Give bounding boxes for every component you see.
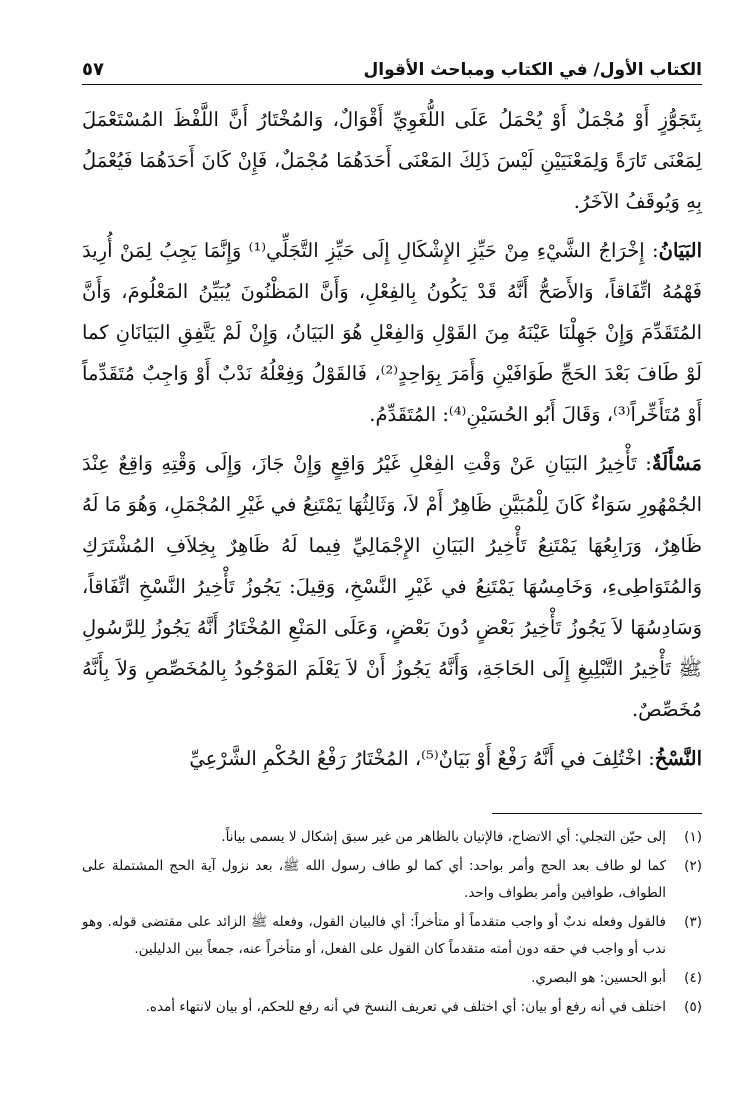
footnote-text: أبو الحسين: هو البصري. — [531, 970, 666, 986]
paragraph-naskh-text: : اخْتُلِفَ في أَنَّهُ رَفْعٌ أَوْ بَيَانٌ⁽⁵⁾، المُخْتَارُ رَفْعُ الحُكْمِ الشَّرْعِيِّ — [189, 747, 655, 770]
paragraph-bayan-text: : إِخْرَاجُ الشَّيْءِ مِنْ حَيِّزِ الإِشْكَالِ إِلَى حَيِّزِ التَّجَلِّي⁽¹⁾ وَإِنَّمَا يَجِبُ لِمَنْ أُرِيدَ فَهْمُهُ اتِّفَاقاً، وَالأَصَحُّ أَنَّهُ قَدْ يَكُونُ بِالفِعْلِ، وَأَنَّ المَظْنُونَ يُبَيِّنُ المَعْلُومَ، وَأَنَّ المُتَقَدِّمَ وَإِنْ جَهِلْنَا عَيْنَهُ مِنَ القَوْلِ وَالفِعْلِ هُوَ البَيَانُ، وَإِنْ لَمْ يَتَّفِقِ البَيَانَانِ كما لَوْ طَافَ بَعْدَ الحَجِّ طَوَافَيْنِ وَأَمَرَ بِوَاحِدٍ⁽²⁾، فَالقَوْلُ وَفِعْلُهُ نَدْبٌ أَوْ وَاجِبٌ مُتَقَدِّماً أَوْ مُتَأَخِّراً⁽³⁾، وَقَالَ أَبُو الحُسَيْنِ⁽⁴⁾: المُتَقَدِّمُ. — [82, 239, 702, 426]
term-bayan: البَيَانُ — [658, 239, 703, 262]
footnote-number: (٤) — [684, 970, 702, 986]
footnote-number: (٣) — [684, 914, 702, 930]
footnote-item — [82, 853, 702, 907]
paragraph-intro: بِتَجَوُّزٍ أَوْ مُجْمَلٌ أَوْ يُحْمَلُ عَلَى اللُّغَوِيِّ أَقْوَالٌ، وَالمُخْتَارُ أَنَّ اللَّفْظَ المُسْتَعْمَلَ لِمَعْنَى تَارَةً وَلِمَعْنَيَيْنِ لَيْسَ ذَلِكَ المَعْنَى أَحَدَهُمَا مُجْمَلٌ، فَإِنْ كَانَ أَحَدَهُمَا فَيُعْمَلُ بِهِ وَيُوقَفُ الآخَرُ. — [82, 108, 702, 213]
footnote-text: اختلف في أنه رفع أو بيان: أي اختلف في تعريف النسخ في أنه رفع للحكم، أو بيان لانتهاء أمده. — [145, 999, 666, 1015]
paragraph-naskh — [82, 738, 702, 779]
footnotes — [82, 824, 702, 1021]
footnote-item — [82, 824, 702, 851]
footnote-item — [82, 909, 702, 963]
footnote-number: (١) — [684, 829, 702, 845]
footnote-item — [82, 994, 702, 1021]
paragraph-masala-text: : تَأْخِيرُ البَيَانِ عَنْ وَقْتِ الفِعْلِ غَيْرُ وَاقِعٍ وَإِنْ جَازَ، وَإِلَى وَقْتِهِ وَاقِعٌ عِنْدَ الجُمْهُورِ سَوَاءٌ كَانَ لِلْمُبَيَّنِ ظَاهِرٌ أَمْ لاَ، وَثَالِثُهَا يَمْتَنِعُ في غَيْرِ المُجْمَلِ، وَهُوَ مَا لَهُ ظَاهِرٌ، وَرَابِعُهَا يَمْتَنِعُ تَأْخِيرُ البَيَانِ الإِجْمَالِيِّ فِيما لَهُ ظَاهِرٌ بِخِلاَفِ المُشْتَرَكِ وَالمُتَوَاطِىءِ، وَخَامِسُهَا يَمْتَنِعُ في غَيْرِ النَّسْخِ، وَقِيلَ: يَجُوزُ تَأْخِيرُ النَّسْخِ اتِّفَاقاً، وَسَادِسُهَا لاَ يَجُوزُ تَأْخِيرُ بَعْضٍ دُونَ بَعْضٍ، وَعَلَى المَنْعِ المُخْتَارُ أَنَّهُ يَجُوزُ لِلرَّسُولِ ﷺ تَأْخِيرُ التَّبْلِيغِ إِلَى الحَاجَةِ، وَأَنَّهُ يَجُوزُ أَنْ لاَ يَعْلَمَ المَوْجُودُ بِالمُخَصِّصِ وَلاَ بِأَنَّهُ مُخَصِّصٌ. — [82, 452, 702, 721]
running-title: الكتاب الأول/ في الكتاب ومباحث الأقوال — [363, 60, 702, 80]
footnote-number: (٢) — [684, 858, 702, 874]
footnote-divider — [492, 813, 702, 814]
term-naskh: النَّسْخُ — [654, 747, 702, 770]
footnote-text: إلى حيّن التجلي: أي الاتضاح، فالإتيان بالظاهر من غير سبق إشكال لا يسمى بياناً. — [221, 829, 666, 845]
page-header — [82, 52, 702, 85]
paragraph-masala — [82, 443, 702, 730]
footnote-text: كما لو طاف بعد الحج وأمر بواحد: أي كما لو طاف رسول الله ﷺ، بعد نزول آية الحج المشتملة على الطواف، طوافين وأمر بطواف واحد. — [82, 858, 666, 901]
paragraph-bayan — [82, 230, 702, 435]
footnote-number: (٥) — [684, 999, 702, 1015]
footnote-item — [82, 965, 702, 992]
footnote-text: فالقول وفعله ندبٌ أو واجب متقدماً أو متأخراً: أي فالبيان القول، وفعله ﷺ الزائد على مقتضى قوله. وهو ندب أو واجب في حقه دون أمته متقدماً كان القول على الفعل، أو متأخراً عنه، جمعاً بين الدليلين. — [82, 914, 666, 957]
page-number: ٥٧ — [82, 59, 104, 80]
main-text — [82, 99, 702, 779]
book-page — [82, 52, 702, 1023]
term-masala: مَسْأَلَةٌ — [651, 452, 702, 475]
